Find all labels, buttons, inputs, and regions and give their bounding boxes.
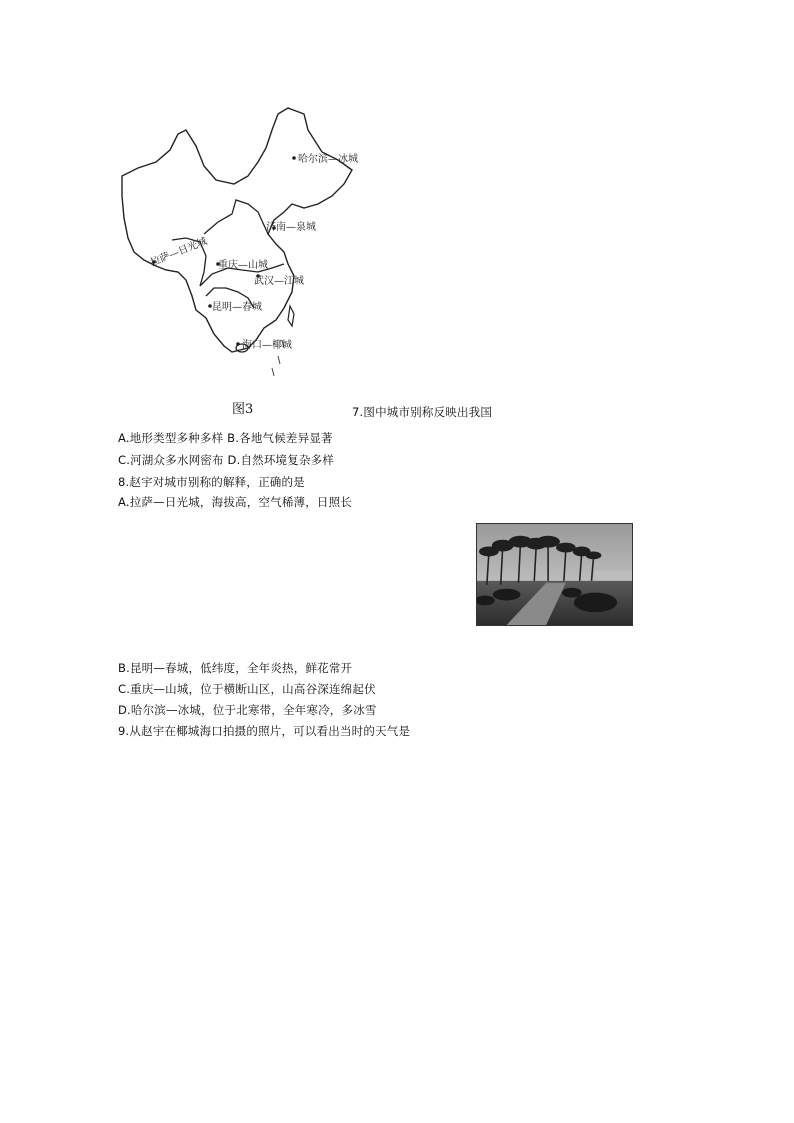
region-boundary-north bbox=[204, 200, 268, 234]
question-7-options-cd: C.河湖众多水网密布 D.自然环境复杂多样 bbox=[118, 453, 335, 467]
label-wuhan: 武汉—江城 bbox=[254, 276, 304, 287]
figure-caption: 图3 bbox=[232, 402, 254, 417]
label-chongqing: 重庆—山城 bbox=[218, 260, 268, 271]
harbin-dot bbox=[292, 156, 296, 160]
question-8-option-c: C.重庆—山城，位于横断山区，山高谷深连绵起伏 bbox=[118, 682, 376, 696]
palm-trees-coast-photo bbox=[476, 523, 633, 626]
question-8-option-b: B.昆明—春城，低纬度，全年炎热，鲜花常开 bbox=[118, 661, 353, 675]
question-8-option-d: D.哈尔滨—冰城，位于北寒带，全年寒冷，多冰雪 bbox=[118, 703, 377, 717]
question-7-options-ab: A.地形类型多种多样 B.各地气候差异显著 bbox=[118, 431, 333, 445]
taiwan-island bbox=[288, 306, 294, 326]
label-harbin: 哈尔滨—冰城 bbox=[298, 154, 358, 165]
china-outline bbox=[122, 108, 352, 352]
label-lhasa: 拉萨—日光城 bbox=[149, 236, 209, 269]
label-kunming: 昆明—春城 bbox=[212, 302, 262, 313]
question-9-stem: 9.从赵宇在椰城海口拍摄的照片，可以看出当时的天气是 bbox=[118, 724, 411, 738]
question-7-stem: 7.图中城市别称反映出我国 bbox=[352, 405, 493, 419]
haikou-dot bbox=[236, 342, 240, 346]
question-8-stem: 8.赵宇对城市别称的解释，正确的是 bbox=[118, 475, 305, 489]
label-jinan: 济南—泉城 bbox=[266, 222, 316, 233]
photo-svg bbox=[477, 524, 632, 625]
china-outline-svg bbox=[108, 100, 368, 380]
china-city-nickname-map bbox=[108, 100, 368, 380]
label-haikou: 海口—椰城 bbox=[242, 340, 292, 351]
question-8-option-a: A.拉萨—日光城，海拔高，空气稀薄，日照长 bbox=[118, 495, 353, 509]
